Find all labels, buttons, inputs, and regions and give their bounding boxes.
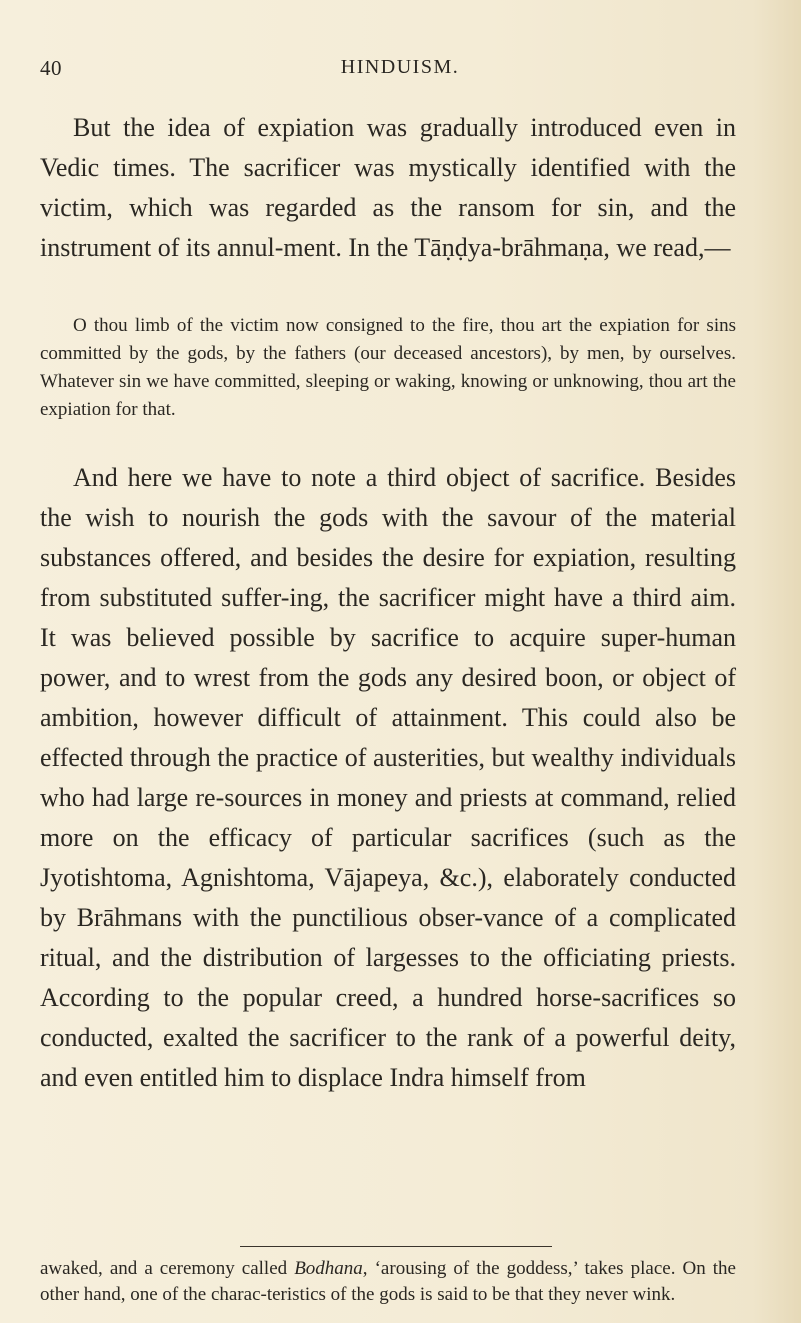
footnote-separator [240, 1246, 552, 1247]
opening-paragraph-block [40, 108, 736, 268]
footnote-text-end: , ‘arousing of the goddess,’ takes place. On the other hand, one of the charac-teristics of the gods is said to be that they never wink. [40, 1258, 736, 1305]
running-title: HINDUISM. [340, 56, 460, 78]
main-paragraph-block [40, 458, 736, 1098]
footnote [40, 1256, 736, 1308]
quotation-block [40, 312, 736, 424]
body-paragraph: And here we have to note a third object of sacrifice. Besides the wish to nourish the gods with the savour of the material substances offered, and besides the desire for expiation, resulting from substituted suffer-ing, the sacrificer might have a third aim. It was believed possible by sacrifice to acquire super-human power, and to wrest from the gods any desired boon, or object of ambition, however difficult of attainment. This could also be effected through the practice of austerities, but wealthy individuals who had large re-sources in money and priests at command, relied more on the efficacy of particular sacrifices (such as the Jyotishtoma, Agnishtoma, Vājapeya, &c.), elaborately conducted by Brāhmans with the punctilious obser-vance of a complicated ritual, and the distribution of largesses to the officiating priests. According to the popular creed, a hundred horse-sacrifices so conducted, exalted the sacrificer to the rank of a powerful deity, and even entitled him to displace Indra himself from [40, 463, 736, 1092]
footnote-block [40, 1256, 736, 1308]
block-quote: O thou limb of the victim now consigned to the fire, thou art the expiation for sins committed by the gods, by the fathers (our deceased ancestors), by men, by ourselves. Whatever sin we have committed, sleeping or waking, knowing or unknowing, thou art the expiation for that. [40, 315, 736, 420]
footnote-italic-term: Bodhana [294, 1258, 363, 1279]
page-number: 40 [40, 56, 62, 80]
body-paragraph: But the idea of expiation was gradually introduced even in Vedic times. The sacrificer was mystically identified with the victim, which was regarded as the ransom for sin, and the instrument of its annul-ment. In the Tāṇḍya-brāhmaṇa, we read,— [40, 113, 736, 262]
running-head [40, 56, 736, 86]
footnote-text-start: awaked, and a ceremony called [40, 1258, 295, 1279]
